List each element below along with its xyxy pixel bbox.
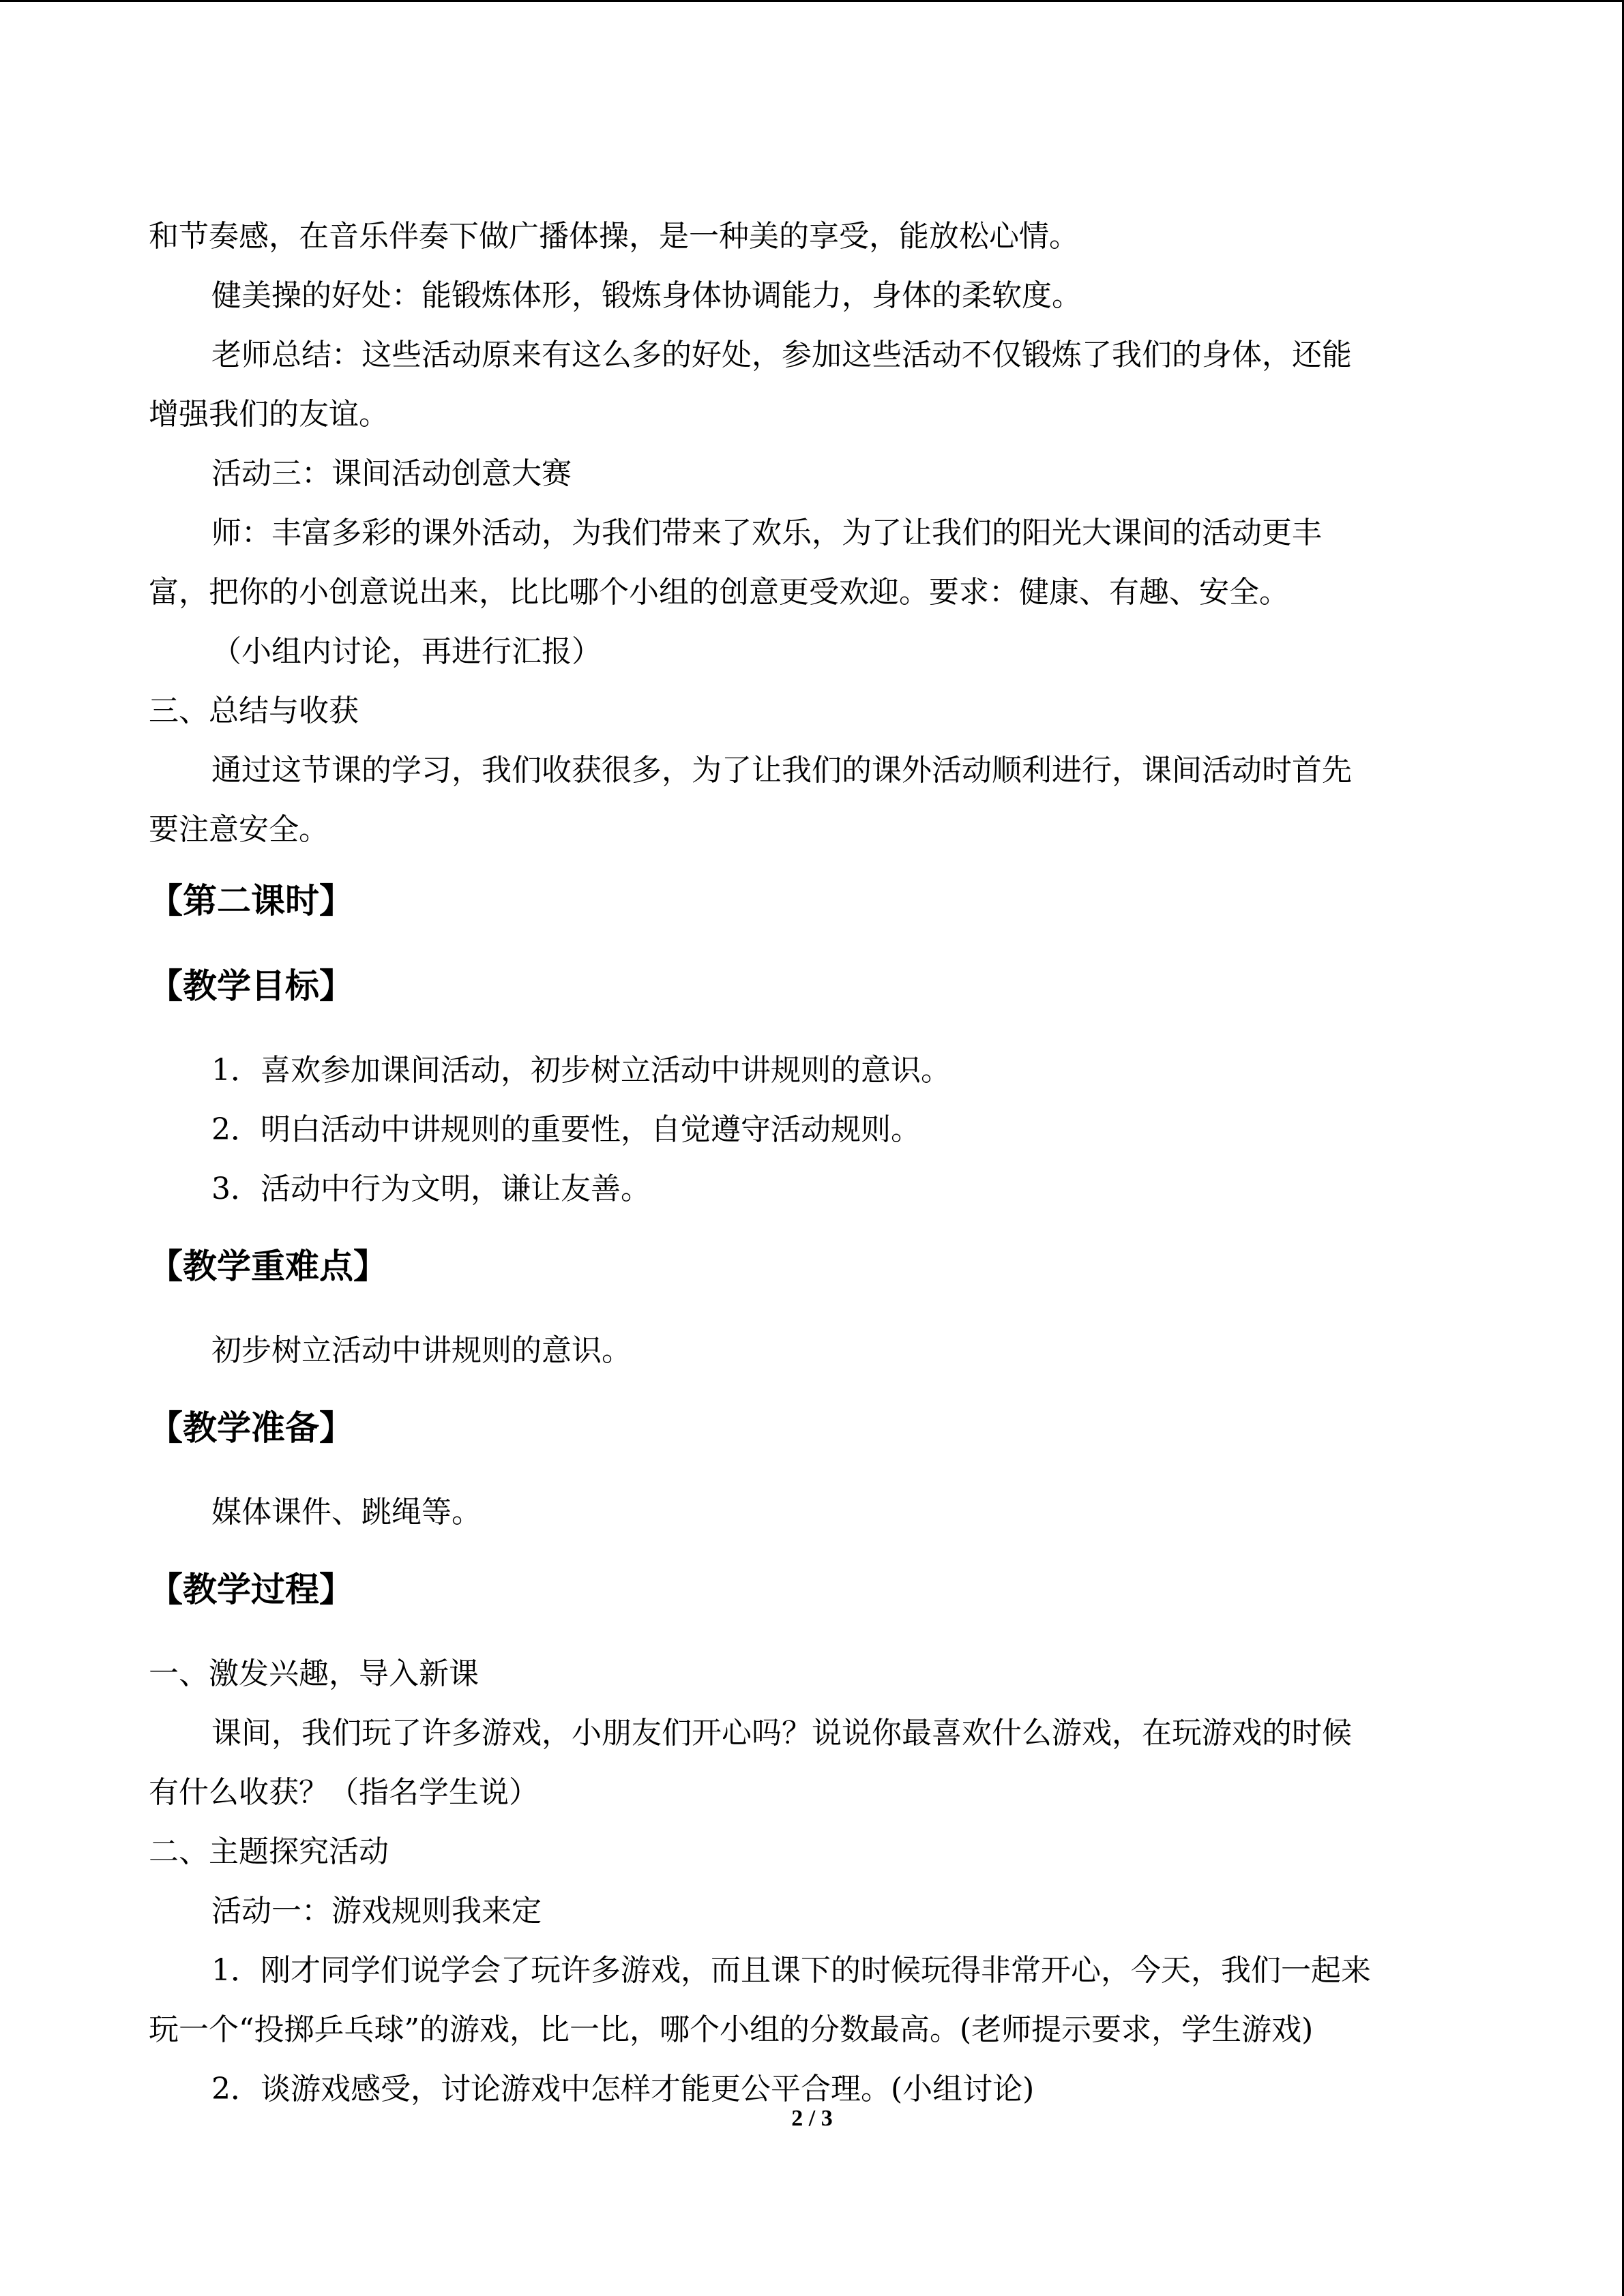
heading-goals: 【教学目标】 [149,966,353,1006]
paragraph-line: 课间，我们玩了许多游戏，小朋友们开心吗？说说你最喜欢什么游戏，在玩游戏的时候 [211,1716,1352,1750]
section-heading: 二、主题探究活动 [149,1834,389,1869]
paragraph-line: 2．谈游戏感受，讨论游戏中怎样才能更公平合理。(小组讨论) [211,2072,1035,2106]
heading-key-points: 【教学重难点】 [149,1247,387,1286]
paragraph-line: 健美操的好处：能锻炼体形，锻炼身体协调能力，身体的柔软度。 [211,278,1082,313]
paragraph-line: （小组内讨论，再进行汇报） [211,634,602,669]
paragraph-line: 老师总结：这些活动原来有这么多的好处，参加这些活动不仅锻炼了我们的身体，还能 [211,338,1352,372]
goal-item: 3．活动中行为文明，谦让友善。 [211,1172,651,1206]
key-points-text: 初步树立活动中讲规则的意识。 [211,1333,632,1368]
document-body [149,207,1486,2119]
paragraph-line: 活动一：游戏规则我来定 [211,1894,542,1928]
paragraph-line: 活动三：课间活动创意大赛 [211,456,572,491]
section-heading: 一、激发兴趣，导入新课 [149,1656,479,1691]
paragraph-line: 师：丰富多彩的课外活动，为我们带来了欢乐，为了让我们的阳光大课间的活动更丰 [211,516,1322,550]
paragraph-line: 通过这节课的学习，我们收获很多，为了让我们的课外活动顺利进行，课间活动时首先 [211,753,1352,788]
paragraph-line: 富，把你的小创意说出来，比比哪个小组的创意更受欢迎。要求：健康、有趣、安全。 [149,575,1289,610]
paragraph-line: 1．刚才同学们说学会了玩许多游戏，而且课下的时候玩得非常开心，今天，我们一起来 [211,1953,1371,1988]
goal-item: 2．明白活动中讲规则的重要性，自觉遵守活动规则。 [211,1112,921,1147]
paragraph-line: 有什么收获？（指名学生说） [149,1775,539,1810]
paragraph-line: 玩一个“投掷乒乓球”的游戏，比一比，哪个小组的分数最高。(老师提示要求，学生游戏) [149,2012,1314,2047]
paragraph-line: 增强我们的友谊。 [149,397,389,432]
goal-item: 1．喜欢参加课间活动，初步树立活动中讲规则的意识。 [211,1053,951,1088]
heading-preparation: 【教学准备】 [149,1408,353,1448]
preparation-text: 媒体课件、跳绳等。 [211,1495,482,1530]
page-number: 2 / 3 [791,2106,833,2131]
paragraph-line: 和节奏感，在音乐伴奏下做广播体操，是一种美的享受，能放松心情。 [149,219,1079,254]
heading-second-lesson: 【第二课时】 [149,881,353,921]
heading-process: 【教学过程】 [149,1570,353,1609]
paragraph-line: 要注意安全。 [149,812,329,847]
section-heading: 三、总结与收获 [149,694,359,728]
